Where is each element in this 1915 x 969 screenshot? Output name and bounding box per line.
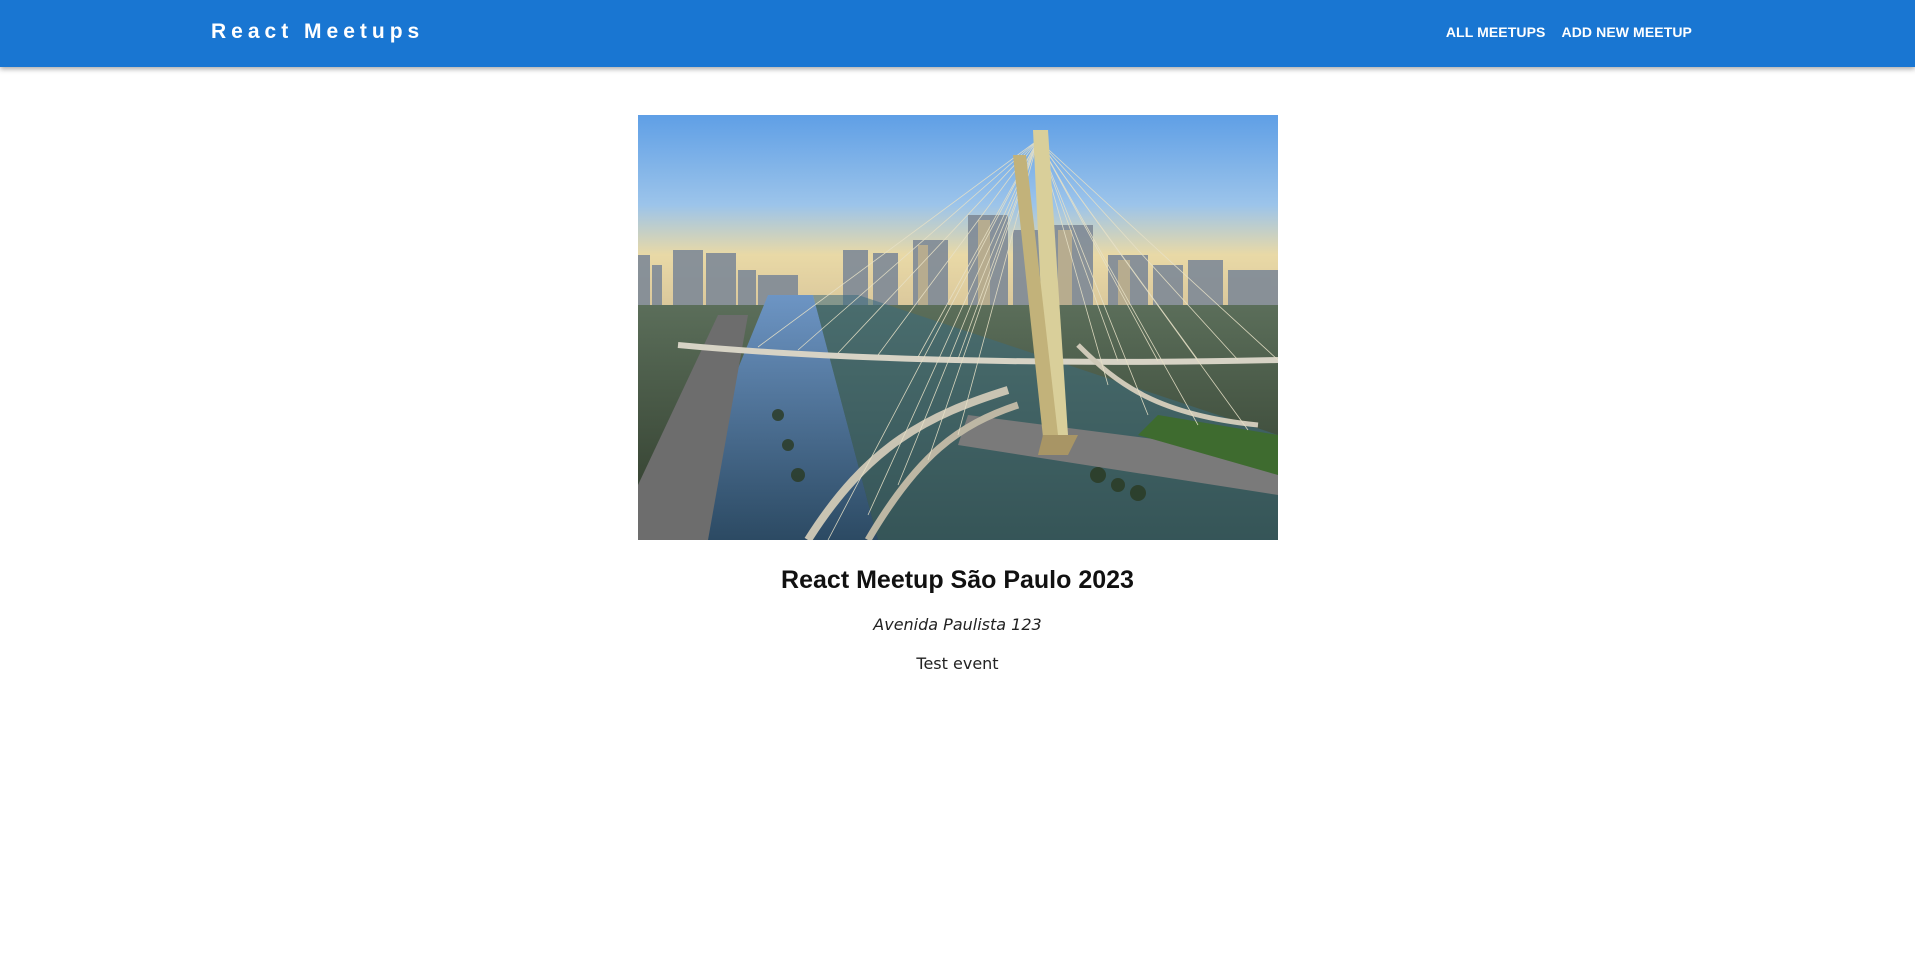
meetup-title: React Meetup São Paulo 2023 — [781, 566, 1134, 594]
bridge-photo-illustration — [638, 115, 1278, 540]
main-navigation — [1446, 0, 1692, 63]
meetup-image — [638, 115, 1278, 540]
meetup-address: Avenida Paulista 123 — [873, 615, 1042, 634]
meetup-detail — [0, 115, 1915, 675]
meetup-description: Test event — [916, 654, 999, 673]
main-header — [0, 0, 1915, 67]
logo[interactable]: React Meetups — [211, 20, 425, 43]
nav-add-new-meetup-link[interactable]: ADD NEW MEETUP — [1561, 23, 1692, 40]
nav-all-meetups-link[interactable]: ALL MEETUPS — [1445, 23, 1546, 40]
